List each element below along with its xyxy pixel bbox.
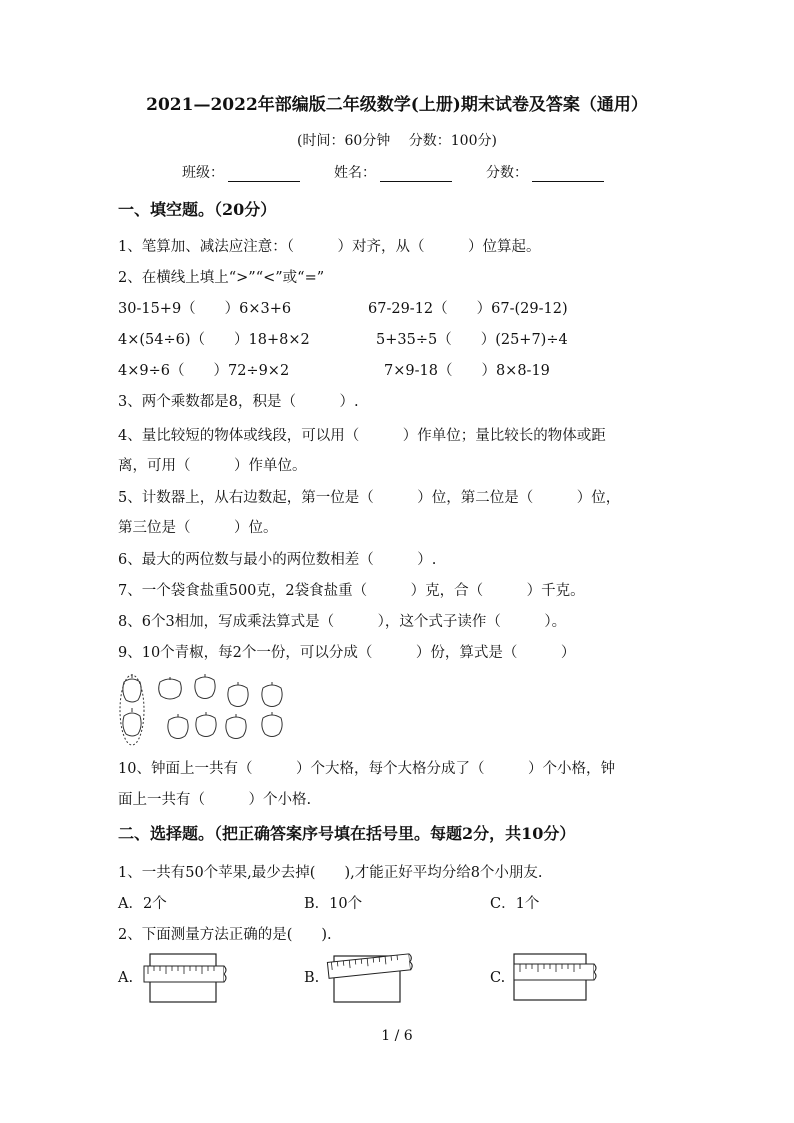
question-1-3: 3、两个乘数都是8，积是（ ）. (118, 394, 359, 410)
option-b[interactable]: B．10个 (304, 896, 363, 912)
question-1-5-cont: 第三位是（ ）位。 (118, 520, 278, 536)
question-1-4-cont: 离，可用（ ）作单位。 (118, 458, 307, 474)
page-title: 2021—2022年部编版二年级数学(上册)期末试卷及答案（通用） (146, 95, 648, 115)
pepper-icon (196, 712, 216, 737)
ruler-figure-a (140, 952, 230, 1004)
measure-option-c[interactable]: C. (490, 970, 506, 986)
pepper-icon (262, 712, 282, 737)
ruler-figure-b (322, 950, 418, 1004)
measure-option-b[interactable]: B. (304, 970, 320, 986)
name-field[interactable]: 姓名： (334, 162, 452, 182)
option-c[interactable]: C．1个 (490, 896, 540, 912)
question-1-1: 1、笔算加、减法应注意：（ ）对齐，从（ ）位算起。 (118, 239, 541, 255)
pepper-icon (226, 714, 246, 739)
pepper-icon (228, 682, 248, 707)
pepper-icon (262, 682, 282, 707)
score-blank[interactable] (532, 167, 604, 182)
name-blank[interactable] (380, 167, 452, 182)
compare-item: 67-29-12（ ）67-(29-12) (368, 301, 568, 317)
ruler-figure-c (508, 950, 600, 1004)
score-field[interactable]: 分数： (486, 162, 604, 182)
question-1-9: 9、10个青椒，每2个一份，可以分成（ ）份，算式是（ ） (118, 645, 576, 661)
option-a[interactable]: A．2个 (118, 896, 167, 912)
compare-item: 30-15+9（ ）6×3+6 (118, 301, 292, 317)
pepper-icon (123, 708, 141, 736)
compare-item: 7×9-18（ ）8×8-19 (384, 363, 550, 379)
question-1-4: 4、量比较短的物体或线段，可以用（ ）作单位；量比较长的物体或距 (118, 428, 606, 444)
compare-item: 4×9÷6（ ）72÷9×2 (118, 363, 290, 379)
class-field[interactable]: 班级： (182, 162, 300, 182)
question-1-10: 10、钟面上一共有（ ）个大格，每个大格分成了（ ）个小格，钟 (118, 761, 615, 777)
pepper-icon (195, 674, 215, 699)
question-1-6: 6、最大的两位数与最小的两位数相差（ ）. (118, 552, 437, 568)
pepper-icon (168, 714, 188, 739)
question-1-7: 7、一个袋食盐重500克，2袋食盐重（ ）克，合（ ）千克。 (118, 583, 585, 599)
peppers-illustration (118, 672, 294, 750)
question-2-1: 1、一共有50个苹果,最少去掉( ),才能正好平均分给8个小朋友. (118, 865, 543, 881)
page-number: 1 / 6 (381, 1028, 413, 1044)
question-1-2: 2、在横线上填上“>”“<”或“=” (118, 270, 325, 286)
question-1-8: 8、6个3相加，写成乘法算式是（ ），这个式子读作（ ）。 (118, 614, 567, 630)
pepper-icon (123, 674, 141, 702)
measure-option-a[interactable]: A. (118, 970, 134, 986)
class-blank[interactable] (228, 167, 300, 182)
compare-item: 5+35÷5（ ）(25+7)÷4 (376, 332, 568, 348)
question-2-2: 2、下面测量方法正确的是( ). (118, 927, 332, 943)
exam-subtitle: (时间：60分钟 分数：100分) (297, 133, 497, 149)
question-1-5: 5、计数器上，从右边数起，第一位是（ ）位，第二位是（ ）位， (118, 490, 621, 506)
pepper-icon (159, 677, 182, 699)
section-2-heading: 二、选择题。（把正确答案序号填在括号里。每题2分，共10分） (118, 824, 576, 843)
compare-item: 4×(54÷6)（ ）18+8×2 (118, 332, 310, 348)
question-1-10-cont: 面上一共有（ ）个小格. (118, 792, 312, 808)
student-info (182, 162, 642, 182)
section-1-heading: 一、填空题。（20分） (118, 200, 277, 219)
